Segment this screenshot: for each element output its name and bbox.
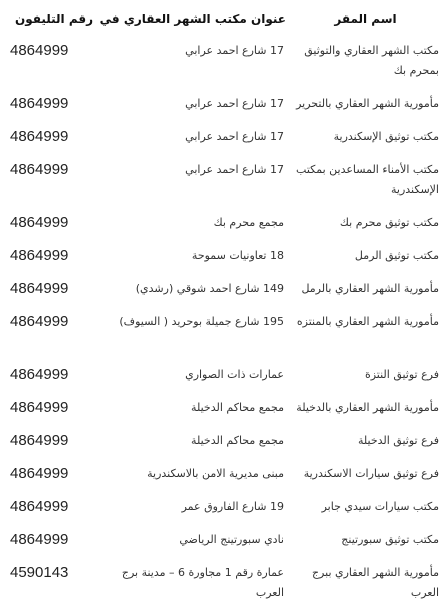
- office-phone: 4864999: [10, 214, 69, 231]
- header-name: اسم المقر: [334, 12, 397, 26]
- table-row: [0, 276, 443, 309]
- header-phone: رقم التليفون: [14, 12, 94, 26]
- office-phone: 4590143: [10, 564, 69, 581]
- office-phone: 4864999: [10, 432, 69, 449]
- office-address: 149 شارع احمد شوقي (رشدي): [135, 282, 284, 295]
- office-address: 19 شارع الفاروق عمر: [181, 500, 284, 513]
- office-name: مكتب توثيق سبورتينج: [341, 533, 439, 546]
- office-name: مأمورية الشهر العقاري بالمنتزه: [296, 315, 439, 328]
- header-address: عنوان مكتب الشهر العقاري في: [99, 12, 286, 26]
- office-phone: 4864999: [10, 247, 69, 264]
- office-address: مبنى مديرية الامن بالاسكندرية: [147, 467, 284, 480]
- office-address: 18 تعاونيات سموحة: [191, 249, 284, 262]
- office-name: مكتب توثيق محرم بك: [339, 216, 439, 229]
- office-name: مكتب سيارات سيدي جابر: [321, 500, 439, 513]
- office-name: مأمورية الشهر العقاري بالرمل: [301, 282, 439, 295]
- office-name: مكتب الأمناء المساعدين بمكتب الإسكندرية: [296, 163, 439, 196]
- table-row: [0, 527, 443, 560]
- table-row: [0, 428, 443, 461]
- office-phone: 4864999: [10, 498, 69, 515]
- office-name: مأمورية الشهر العقاري ببرج العرب: [311, 566, 439, 599]
- table-row: [0, 91, 443, 124]
- table-row: [0, 395, 443, 428]
- office-name: مكتب توثيق الرمل: [354, 249, 439, 262]
- table-row: [0, 461, 443, 494]
- table-row: [0, 243, 443, 276]
- office-name: مكتب توثيق الإسكندرية: [333, 130, 439, 143]
- office-address: 17 شارع احمد عرابي: [185, 130, 284, 143]
- office-address: مجمع محاكم الدخيلة: [191, 434, 284, 447]
- table-row: [0, 38, 443, 91]
- office-address: نادي سبورتينج الرياضي: [179, 533, 284, 546]
- office-phone: 4864999: [10, 42, 69, 59]
- office-address: 195 شارع جميلة بوحريد ( السيوف): [119, 315, 284, 328]
- office-name: فرع توثيق الدخيلة: [357, 434, 439, 447]
- office-name: مأمورية الشهر العقاري بالتحرير: [296, 97, 439, 110]
- table-row: [0, 362, 443, 395]
- office-address: 17 شارع احمد عرابي: [185, 163, 284, 176]
- table-row: [0, 560, 443, 613]
- table-row: [0, 494, 443, 527]
- table-row: [0, 124, 443, 157]
- office-address: 17 شارع احمد عرابي: [185, 97, 284, 110]
- office-phone: 4864999: [10, 465, 69, 482]
- table-row: [0, 210, 443, 243]
- office-address: مجمع محرم بك: [213, 216, 284, 229]
- table-row: [0, 309, 443, 362]
- office-name: مأمورية الشهر العقاري بالدخيلة: [296, 401, 439, 414]
- office-phone: 4864999: [10, 366, 69, 383]
- office-phone: 4864999: [10, 313, 69, 330]
- office-name: فرع توثيق سيارات الاسكندرية: [303, 467, 439, 480]
- table-row: [0, 157, 443, 210]
- office-phone: 4864999: [10, 280, 69, 297]
- office-phone: 4864999: [10, 399, 69, 416]
- office-address: مجمع محاكم الدخيلة: [191, 401, 284, 414]
- office-address: عمارة رقم 1 مجاورة 6 – مدينة برج العرب: [121, 566, 284, 599]
- office-address: عمارات ذات الصواري: [185, 368, 284, 381]
- office-name: مكتب الشهر العقاري والتوثيق بمحرم بك: [304, 44, 439, 77]
- office-address: 17 شارع احمد عرابي: [185, 44, 284, 57]
- office-phone: 4864999: [10, 128, 69, 145]
- office-phone: 4864999: [10, 531, 69, 548]
- header-row: [0, 0, 443, 38]
- office-phone: 4864999: [10, 161, 69, 178]
- office-phone: 4864999: [10, 95, 69, 112]
- office-name: فرع توثيق النتزة: [364, 368, 439, 381]
